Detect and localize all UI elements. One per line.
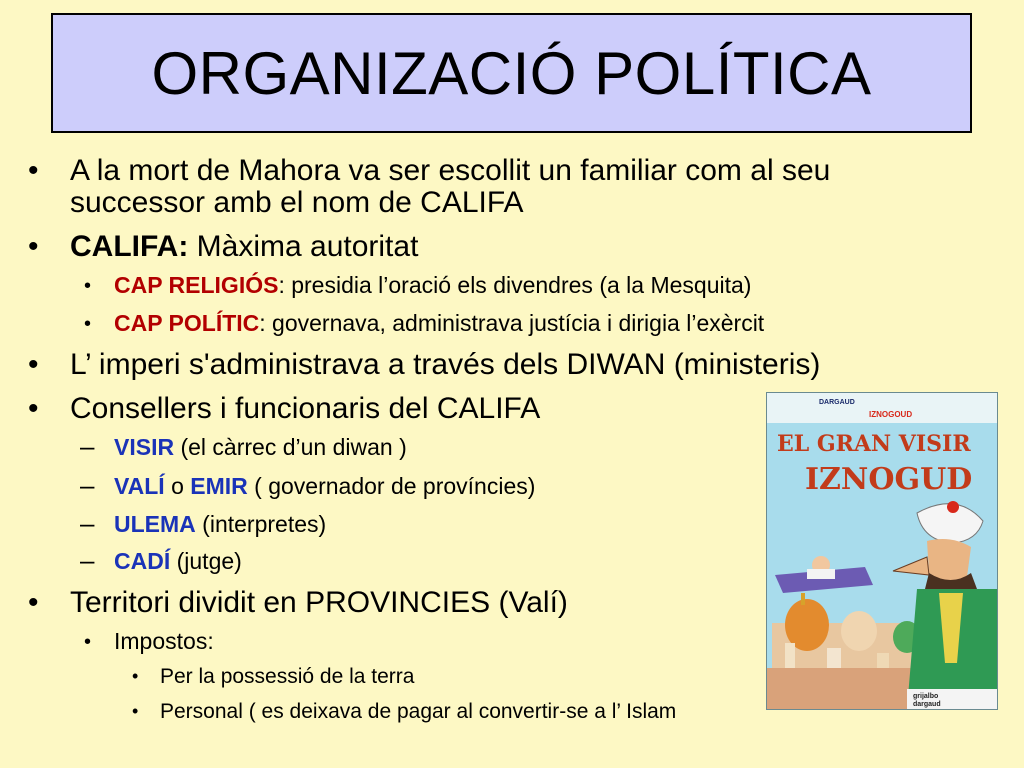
bullet-1-line-1: A la mort de Mahora va ser escollit un familiar com al seu <box>70 154 831 187</box>
title-box <box>51 13 972 133</box>
cadi-text: (jutge) <box>170 548 242 574</box>
sub-bullet-impostos: Impostos: <box>114 628 214 654</box>
sub-bullet-marker: • <box>84 275 92 297</box>
dash-marker: – <box>80 470 95 500</box>
comic-cover-image <box>766 392 998 710</box>
cadi-term: CADÍ <box>114 548 171 574</box>
bullet-marker: • <box>28 348 39 381</box>
comic-cover-illustration <box>767 393 997 709</box>
cap-religios-term: CAP RELIGIÓS <box>114 272 279 298</box>
series-text: IZNOGOUD <box>869 410 913 419</box>
impost-personal: Personal ( es deixava de pagar al convertir-se a l’ Islam <box>160 700 677 723</box>
comic-title-line-2: IZNOGUD <box>805 462 973 497</box>
dash-item-cadi <box>114 550 242 573</box>
bullet-1-line-2: successor amb el nom de CALIFA <box>70 186 524 219</box>
bullet-marker: • <box>28 392 39 425</box>
cap-religios-text: : presidia l’oració els divendres (a la Mesquita) <box>278 272 752 298</box>
dash-marker: – <box>80 545 95 575</box>
ulema-term: ULEMA <box>114 511 196 537</box>
dash-item-vali <box>114 475 535 498</box>
califa-label: CALIFA: <box>70 230 189 263</box>
cap-politic-text: : governava, administrava justícia i dirigia l’exèrcit <box>259 310 765 336</box>
sub-bullet-marker: • <box>84 631 92 653</box>
bullet-marker: • <box>28 230 39 263</box>
bullet-califa <box>70 232 418 262</box>
bullet-marker: • <box>28 154 39 187</box>
impost-terra: Per la possessió de la terra <box>160 665 415 688</box>
visir-term: VISIR <box>114 434 175 460</box>
califa-text: Màxima autoritat <box>188 230 419 263</box>
dash-marker: – <box>80 508 95 538</box>
bullet-consellers: Consellers i funcionaris del CALIFA <box>70 392 541 425</box>
sub-bullet-marker: • <box>84 313 92 335</box>
vali-text: ( governador de províncies) <box>247 473 536 499</box>
comic-title-line-1: EL GRAN VISIR <box>777 431 971 457</box>
dash-item-ulema <box>114 513 326 536</box>
dash-item-visir <box>114 436 407 459</box>
vali-term: VALÍ <box>114 473 165 499</box>
sub-sub-bullet-marker: • <box>132 666 139 686</box>
ulema-text: (interpretes) <box>195 511 327 537</box>
bullet-marker: • <box>28 586 39 619</box>
sub-sub-bullet-marker: • <box>132 701 139 721</box>
imprint-2: dargaud <box>913 701 941 708</box>
dash-marker: – <box>80 431 95 461</box>
publisher-text: DARGAUD <box>819 399 855 406</box>
slide-title: ORGANIZACIÓ POLÍTICA <box>151 39 872 107</box>
cap-politic-term: CAP POLÍTIC <box>114 310 260 336</box>
sub-bullet-cap-politic <box>114 312 764 335</box>
vali-connector: o <box>164 473 191 499</box>
imprint-1: grijalbo <box>913 693 939 700</box>
sub-bullet-cap-religios <box>114 274 751 297</box>
bullet-provincies: Territori dividit en PROVINCIES (Valí) <box>70 586 568 619</box>
emir-term: EMIR <box>190 473 248 499</box>
visir-text: (el càrrec d’un diwan ) <box>174 434 407 460</box>
bullet-diwan: L’ imperi s'administrava a través dels DIWAN (ministeris) <box>70 348 821 381</box>
